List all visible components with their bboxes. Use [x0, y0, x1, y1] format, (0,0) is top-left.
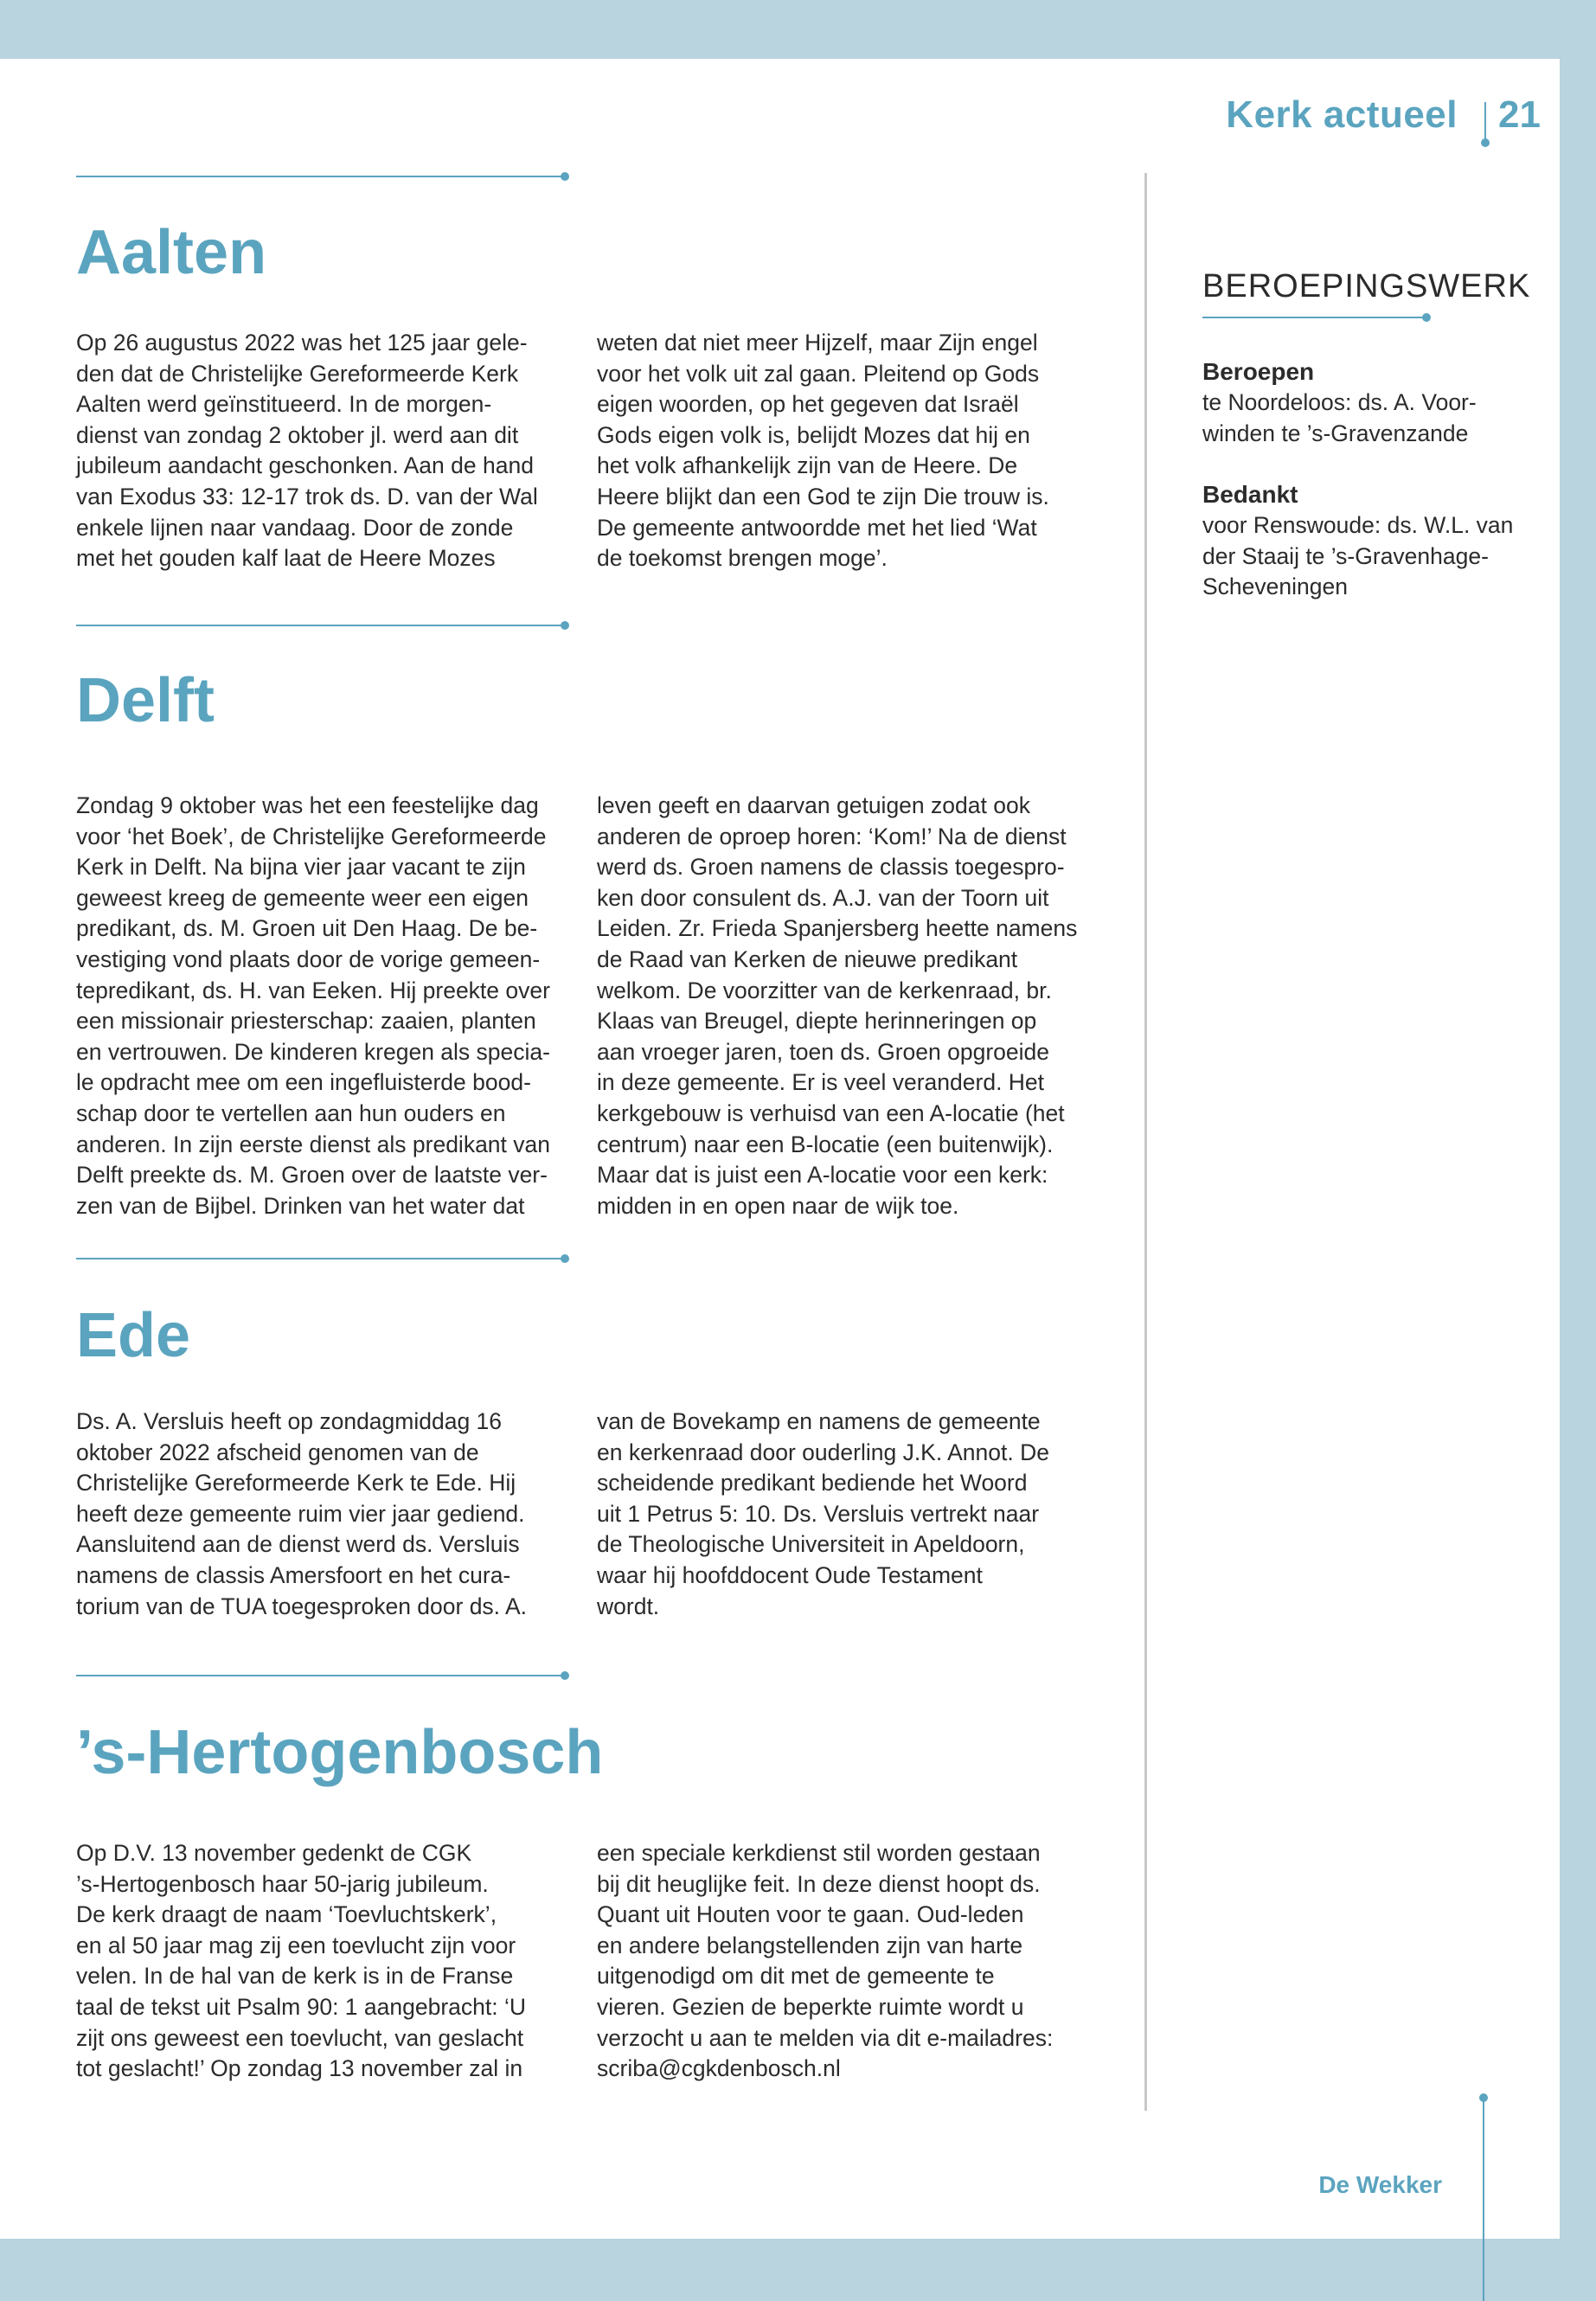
- section-title-s-hertogenbosch: ’s-Hertogenbosch: [76, 1718, 604, 1787]
- sidebar-heading: Bedankt: [1202, 481, 1298, 508]
- sidebar-rule: [1202, 317, 1427, 318]
- article-delft-left: Zondag 9 oktober was het een feestelijke dag voor ‘het Boek’, de Christelijke Gereformeerde Kerk in Delft. Na bijna vier jaar vacant te zijn geweest kreeg de gemeente weer een eigen predikant, ds. M. Groen uit Den Haag. De be- vestiging vond plaats door de vorige gemeen- tepredikant, ds. H. van Eeken. Hij preekte over een missionair priesterschap: zaaien, planten en vertrouwen. De kinderen kregen als specia- le opdracht mee om een ingefluisterde bood- schap door te vertellen aan hun ouders en anderen. In zijn eerste dienst als predikant van Delft preekte ds. M. Groen over de laatste ver- zen van de Bijbel. Drinken van het water dat: [76, 792, 550, 1219]
- footer-line: [1483, 2097, 1484, 2301]
- article-s-hertogenbosch-left: Op D.V. 13 november gedenkt de CGK ’s-Hertogenbosch haar 50-jarig jubileum. De kerk draagt de naam ‘Toevluchtskerk’, en al 50 jaar mag zij een toevlucht zijn voor velen. In de hal van de kerk is in de Franse taal de tekst uit Psalm 90: 1 aangebracht: ‘U zijt ons geweest een toevlucht, van geslacht tot geslacht!’ Op zondag 13 november zal in: [76, 1840, 526, 2082]
- section-title-delft: Delft: [76, 666, 215, 735]
- sidebar-title: BEROEPINGSWERK: [1202, 268, 1531, 304]
- article-ede-right: van de Bovekamp en namens de gemeente en kerkenraad door ouderling J.K. Annot. De scheidende predikant bediende het Woord uit 1 Petrus 5: 10. Ds. Versluis vertrekt naar de Theologische Universiteit in Apeldoorn, waar hij hoofddocent Oude Testament wordt.: [597, 1408, 1049, 1619]
- magazine-page: [0, 59, 1560, 2239]
- article-aalten-left: Op 26 augustus 2022 was het 125 jaar gele- den dat de Christelijke Gereformeerde Kerk Aalten werd geïnstitueerd. In de morgen- dienst van zondag 2 oktober jl. werd aan dit jubileum aandacht geschonken. Aan de hand van Exodus 33: 12-17 trok ds. D. van der Wal enkele lijnen naar vandaag. Door de zonde met het gouden kalf laat de Heere Mozes: [76, 330, 538, 572]
- section-header-title: Kerk actueel: [1226, 93, 1458, 136]
- sidebar-block-bedankt: [1202, 479, 1531, 603]
- section-rule: [76, 1675, 566, 1676]
- page-number: 21: [1498, 93, 1541, 136]
- sidebar-text: voor Renswoude: ds. W.L. van der Staaij te ’s-Gravenhage- Scheveningen: [1202, 512, 1514, 600]
- section-title-aalten: Aalten: [76, 218, 267, 287]
- section-rule: [76, 1258, 566, 1259]
- sidebar-block-beroepen: [1202, 356, 1531, 449]
- header-divider: [1484, 102, 1486, 142]
- section-title-ede: Ede: [76, 1301, 191, 1370]
- sidebar-heading: Beroepen: [1202, 358, 1315, 385]
- article-ede-left: Ds. A. Versluis heeft op zondagmiddag 16 oktober 2022 afscheid genomen van de Christelijke Gereformeerde Kerk te Ede. Hij heeft deze gemeente ruim vier jaar gediend. Aansluitend aan de dienst werd ds. Versluis namens de classis Amersfoort en het cura- torium van de TUA toegesproken door ds. A.: [76, 1408, 527, 1619]
- section-rule: [76, 625, 566, 626]
- article-s-hertogenbosch-right: een speciale kerkdienst stil worden gestaan bij dit heuglijke feit. In deze dienst hoopt ds. Quant uit Houten voor te gaan. Oud-leden en andere belangstellenden zijn van harte uitgenodigd om dit met de gemeente te vieren. Gezien de beperkte ruimte wordt u verzocht u aan te melden via dit e-mailadres: scriba@cgkdenbosch.nl: [597, 1840, 1054, 2082]
- publication-name: De Wekker: [1318, 2171, 1442, 2198]
- article-delft-right: leven geeft en daarvan getuigen zodat ook anderen de oproep horen: ‘Kom!’ Na de dienst werd ds. Groen namens de classis toegespro- ken door consulent ds. A.J. van der Toorn uit Leiden. Zr. Frieda Spanjersberg heette namens de Raad van Kerken de nieuwe predikant welkom. De voorzitter van de kerkenraad, br. Klaas van Breugel, diepte herinneringen op aan vroeger jaren, toen ds. Groen opgroeide in deze gemeente. Er is veel veranderd. Het kerkgebouw is verhuisd van een A-locatie (het centrum) naar een B-locatie (een buitenwijk). Maar dat is juist een A-locatie voor een kerk: midden in en open naar de wijk toe.: [597, 792, 1078, 1219]
- article-aalten-right: weten dat niet meer Hijzelf, maar Zijn engel voor het volk uit zal gaan. Pleitend op Gods eigen woorden, op het gegeven dat Israël Gods eigen volk is, belijdt Mozes dat hij en het volk afhankelijk zijn van de Heere. De Heere blijkt dan een God te zijn Die trouw is. De gemeente antwoordde met het lied ‘Wat de toekomst brengen moge’.: [597, 330, 1049, 572]
- header-divider-dot: [1481, 138, 1490, 147]
- column-divider: [1144, 173, 1147, 2111]
- section-rule: [76, 176, 566, 177]
- sidebar-text: te Noordeloos: ds. A. Voor- winden te ’s-Gravenzande: [1202, 389, 1477, 446]
